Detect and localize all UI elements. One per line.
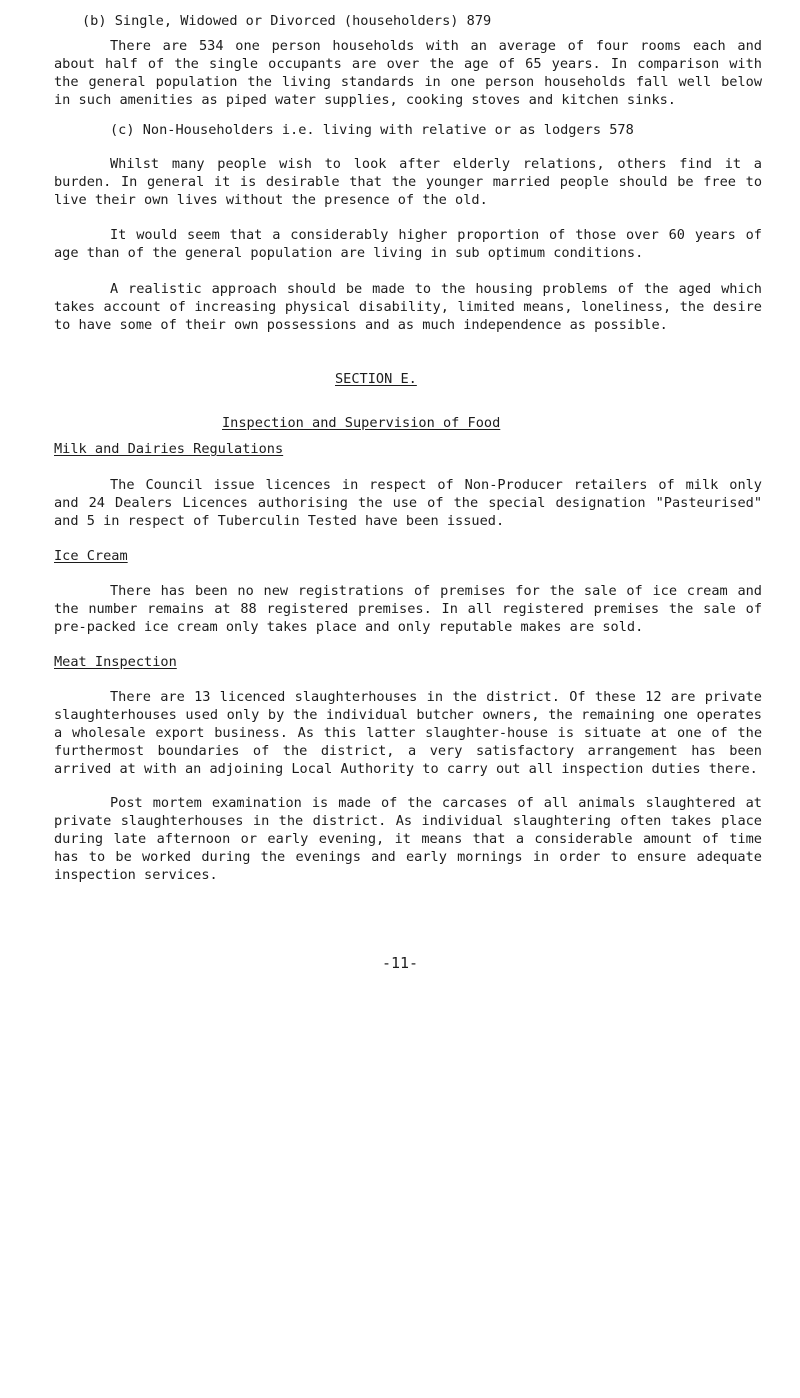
subsection-c-paragraph-1: Whilst many people wish to look after elderly relations, others find it a burden. In general it is desirable that the younger married people should be free to live their own lives without the presence of the old. [54,156,762,208]
page-number: -11- [381,954,419,972]
meat-heading: Meat Inspection [54,654,177,670]
ice-cream-heading: Ice Cream [54,548,128,564]
subsection-c-paragraph-2: It would seem that a considerably higher proportion of those over 60 years of age than of the general population are living in sub optimum conditions. [54,227,762,261]
subsection-c-paragraph-3: A realistic approach should be made to the housing problems of the aged which takes account of increasing physical disability, limited means, loneliness, the desire to have some of their own possessions and as much independence as possible. [54,281,762,333]
subsection-c-heading: (c) Non-Householders i.e. living with relative or as lodgers 578 [110,122,634,138]
subsection-b-paragraph: There are 534 one person households with an average of four rooms each and about half of the single occupants are over the age of 65 years. In comparison with the general population the living standards in one person households fall well below in such amenities as piped water supplies, cooking stoves and kitchen sinks. [54,38,762,108]
subsection-b-heading: (b) Single, Widowed or Divorced (householders) 879 [82,13,492,29]
section-e-subtitle: Inspection and Supervision of Food [222,415,501,431]
section-e-title: SECTION E. [335,371,417,387]
meat-paragraph-2: Post mortem examination is made of the carcases of all animals slaughtered at private slaughterhouses in the district. As individual slaughtering often takes place during late afternoon or early evening, it means that a considerable amount of time has to be worked during the evenings and early mornings in order to ensure adequate inspection services. [54,795,762,883]
milk-paragraph: The Council issue licences in respect of Non-Producer retailers of milk only and 24 Dealers Licences authorising the use of the special designation "Pasteurised" and 5 in respect of Tuberculin Tested have been issued. [54,477,762,529]
ice-cream-paragraph: There has been no new registrations of premises for the sale of ice cream and the number remains at 88 registered premises. In all registered premises the sale of pre-packed ice cream only takes place and only reputable makes are sold. [54,583,762,635]
milk-heading: Milk and Dairies Regulations [54,441,284,457]
meat-paragraph-1: There are 13 licenced slaughterhouses in the district. Of these 12 are private slaughterhouses used only by the individual butcher owners, the remaining one operates a wholesale export business. As this latter slaughter-house is situate at one of the furthermost boundaries of the district, a very satisfactory arrangement has been arrived at with an adjoining Local Authority to carry out all inspection duties there. [54,689,762,777]
